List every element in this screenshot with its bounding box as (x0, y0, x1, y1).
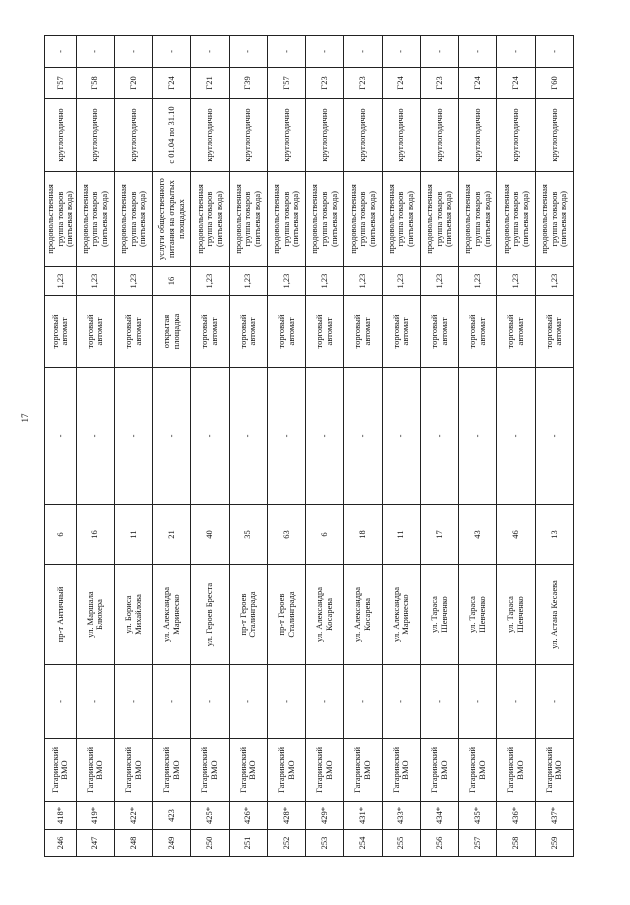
period: круглогодично (497, 99, 535, 172)
district: Гагаринский ВМО (344, 739, 382, 802)
specialization: услуги общественного питания на открытых площадках (153, 172, 191, 267)
area: 1,23 (344, 267, 382, 296)
area: 1,23 (76, 267, 114, 296)
cell-empty: - (306, 665, 344, 739)
district: Гагаринский ВМО (459, 739, 497, 802)
table-body (45, 36, 574, 857)
table-row (535, 36, 573, 857)
place-id: 431* (344, 802, 382, 830)
cell-empty: - (229, 368, 267, 505)
cell-empty: - (535, 36, 573, 68)
specialization: продовольственная группа товаров (питьевая вода) (191, 172, 229, 267)
house-number: 16 (76, 505, 114, 565)
registry-table-container (44, 36, 574, 857)
district: Гагаринский ВМО (153, 739, 191, 802)
cell-empty: - (306, 36, 344, 68)
row-number: 255 (382, 830, 420, 857)
house-number: 11 (382, 505, 420, 565)
cell-empty: - (344, 36, 382, 68)
cell-empty: - (420, 36, 458, 68)
street: ул. Тараса Шевченко (497, 565, 535, 665)
row-number: 246 (45, 830, 77, 857)
scheme-code: Г24 (459, 68, 497, 99)
area: 1,23 (535, 267, 573, 296)
cell-empty: - (382, 368, 420, 505)
period: круглогодично (382, 99, 420, 172)
cell-empty: - (76, 665, 114, 739)
specialization: продовольственная группа товаров (питьевая вода) (382, 172, 420, 267)
cell-empty: - (153, 665, 191, 739)
scheme-code: Г58 (76, 68, 114, 99)
place-id: 436* (497, 802, 535, 830)
period: круглогодично (191, 99, 229, 172)
house-number: 13 (535, 505, 573, 565)
table-row (191, 36, 229, 857)
street: ул. Маршала Блюхера (76, 565, 114, 665)
place-id: 434* (420, 802, 458, 830)
period: круглогодично (459, 99, 497, 172)
cell-empty: - (535, 665, 573, 739)
period: круглогодично (306, 99, 344, 172)
scheme-code: Г23 (306, 68, 344, 99)
street: ул. Героев Бреста (191, 565, 229, 665)
table-row (306, 36, 344, 857)
specialization: продовольственная группа товаров (питьевая вода) (76, 172, 114, 267)
house-number: 40 (191, 505, 229, 565)
district: Гагаринский ВМО (114, 739, 152, 802)
scheme-code: Г57 (45, 68, 77, 99)
place-id: 429* (306, 802, 344, 830)
scheme-code: Г23 (344, 68, 382, 99)
table-row (420, 36, 458, 857)
place-id: 422* (114, 802, 152, 830)
house-number: 6 (306, 505, 344, 565)
district: Гагаринский ВМО (76, 739, 114, 802)
specialization: продовольственная группа товаров (питьевая вода) (114, 172, 152, 267)
street: ул. Александра Маринеско (382, 565, 420, 665)
area: 16 (153, 267, 191, 296)
house-number: 63 (267, 505, 305, 565)
place-id: 419* (76, 802, 114, 830)
table-row (114, 36, 152, 857)
object-type: торговый автомат (191, 296, 229, 368)
specialization: продовольственная группа товаров (питьевая вода) (497, 172, 535, 267)
cell-empty: - (344, 368, 382, 505)
area: 1,23 (459, 267, 497, 296)
area: 1,23 (229, 267, 267, 296)
area: 1,23 (114, 267, 152, 296)
cell-empty: - (153, 368, 191, 505)
place-id: 426* (229, 802, 267, 830)
street: пр-т Героев Сталинграда (229, 565, 267, 665)
street: ул. Тараса Шевченко (420, 565, 458, 665)
specialization: продовольственная группа товаров (питьевая вода) (459, 172, 497, 267)
district: Гагаринский ВМО (535, 739, 573, 802)
row-number: 247 (76, 830, 114, 857)
cell-empty: - (382, 36, 420, 68)
cell-empty: - (153, 36, 191, 68)
cell-empty: - (114, 665, 152, 739)
specialization: продовольственная группа товаров (питьевая вода) (535, 172, 573, 267)
object-type: торговый автомат (535, 296, 573, 368)
period: круглогодично (267, 99, 305, 172)
district: Гагаринский ВМО (191, 739, 229, 802)
scheme-code: Г60 (535, 68, 573, 99)
place-id: 418* (45, 802, 77, 830)
street: ул. Александра Косарева (344, 565, 382, 665)
period: с 01.04 по 31.10 (153, 99, 191, 172)
street: пр-т Античный (45, 565, 77, 665)
object-type: торговый автомат (306, 296, 344, 368)
table-row (344, 36, 382, 857)
object-type: торговый автомат (459, 296, 497, 368)
table-row (497, 36, 535, 857)
place-id: 437* (535, 802, 573, 830)
cell-empty: - (191, 36, 229, 68)
specialization: продовольственная группа товаров (питьевая вода) (229, 172, 267, 267)
house-number: 46 (497, 505, 535, 565)
specialization: продовольственная группа товаров (питьевая вода) (420, 172, 458, 267)
scheme-code: Г39 (229, 68, 267, 99)
cell-empty: - (267, 36, 305, 68)
street: пр-т Героев Сталинграда (267, 565, 305, 665)
cell-empty: - (497, 36, 535, 68)
scheme-code: Г24 (497, 68, 535, 99)
cell-empty: - (114, 36, 152, 68)
table-row (382, 36, 420, 857)
cell-empty: - (420, 368, 458, 505)
row-number: 248 (114, 830, 152, 857)
object-type: торговый автомат (344, 296, 382, 368)
scheme-code: Г23 (420, 68, 458, 99)
cell-empty: - (497, 665, 535, 739)
street: ул. Бориса Михайлова (114, 565, 152, 665)
place-id: 428* (267, 802, 305, 830)
house-number: 18 (344, 505, 382, 565)
row-number: 253 (306, 830, 344, 857)
house-number: 6 (45, 505, 77, 565)
table-row (459, 36, 497, 857)
district: Гагаринский ВМО (497, 739, 535, 802)
cell-empty: - (459, 665, 497, 739)
object-type: торговый автомат (267, 296, 305, 368)
house-number: 43 (459, 505, 497, 565)
area: 1,23 (191, 267, 229, 296)
district: Гагаринский ВМО (382, 739, 420, 802)
cell-empty: - (420, 665, 458, 739)
house-number: 35 (229, 505, 267, 565)
table-row (267, 36, 305, 857)
cell-empty: - (382, 665, 420, 739)
specialization: продовольственная группа товаров (питьевая вода) (344, 172, 382, 267)
cell-empty: - (45, 665, 77, 739)
row-number: 258 (497, 830, 535, 857)
area: 1,23 (267, 267, 305, 296)
row-number: 257 (459, 830, 497, 857)
street: ул. Тараса Шевченко (459, 565, 497, 665)
period: круглогодично (76, 99, 114, 172)
row-number: 249 (153, 830, 191, 857)
cell-empty: - (45, 368, 77, 505)
street: ул. Александра Маринеско (153, 565, 191, 665)
area: 1,23 (497, 267, 535, 296)
scheme-code: Г57 (267, 68, 305, 99)
period: круглогодично (114, 99, 152, 172)
scheme-code: Г20 (114, 68, 152, 99)
period: круглогодично (420, 99, 458, 172)
cell-empty: - (114, 368, 152, 505)
area: 1,23 (45, 267, 77, 296)
place-id: 435* (459, 802, 497, 830)
place-id: 433* (382, 802, 420, 830)
cell-empty: - (267, 368, 305, 505)
specialization: продовольственная группа товаров (питьевая вода) (267, 172, 305, 267)
row-number: 252 (267, 830, 305, 857)
row-number: 254 (344, 830, 382, 857)
specialization: продовольственная группа товаров (питьевая вода) (306, 172, 344, 267)
registry-table (44, 35, 574, 857)
area: 1,23 (420, 267, 458, 296)
period: круглогодично (229, 99, 267, 172)
object-type: открытая площадка (153, 296, 191, 368)
row-number: 256 (420, 830, 458, 857)
house-number: 11 (114, 505, 152, 565)
cell-empty: - (229, 36, 267, 68)
house-number: 21 (153, 505, 191, 565)
object-type: торговый автомат (420, 296, 458, 368)
row-number: 259 (535, 830, 573, 857)
district: Гагаринский ВМО (306, 739, 344, 802)
street: ул. Астана Кесаева (535, 565, 573, 665)
scheme-code: Г21 (191, 68, 229, 99)
cell-empty: - (45, 36, 77, 68)
object-type: торговый автомат (497, 296, 535, 368)
page-number: 17 (20, 413, 30, 423)
table-row (45, 36, 77, 857)
district: Гагаринский ВМО (267, 739, 305, 802)
object-type: торговый автомат (114, 296, 152, 368)
cell-empty: - (459, 368, 497, 505)
table-row (76, 36, 114, 857)
object-type: торговый автомат (382, 296, 420, 368)
cell-empty: - (76, 36, 114, 68)
district: Гагаринский ВМО (420, 739, 458, 802)
object-type: торговый автомат (76, 296, 114, 368)
street: ул. Александра Косарева (306, 565, 344, 665)
area: 1,23 (306, 267, 344, 296)
period: круглогодично (45, 99, 77, 172)
table-row (153, 36, 191, 857)
cell-empty: - (191, 665, 229, 739)
object-type: торговый автомат (45, 296, 77, 368)
cell-empty: - (191, 368, 229, 505)
table-row (229, 36, 267, 857)
cell-empty: - (267, 665, 305, 739)
place-id: 425* (191, 802, 229, 830)
cell-empty: - (497, 368, 535, 505)
scheme-code: Г24 (382, 68, 420, 99)
cell-empty: - (535, 368, 573, 505)
period: круглогодично (535, 99, 573, 172)
cell-empty: - (76, 368, 114, 505)
house-number: 17 (420, 505, 458, 565)
district: Гагаринский ВМО (45, 739, 77, 802)
district: Гагаринский ВМО (229, 739, 267, 802)
row-number: 250 (191, 830, 229, 857)
period: круглогодично (344, 99, 382, 172)
object-type: торговый автомат (229, 296, 267, 368)
cell-empty: - (306, 368, 344, 505)
scheme-code: Г24 (153, 68, 191, 99)
area: 1,23 (382, 267, 420, 296)
specialization: продовольственная группа товаров (питьевая вода) (45, 172, 77, 267)
row-number: 251 (229, 830, 267, 857)
cell-empty: - (459, 36, 497, 68)
cell-empty: - (344, 665, 382, 739)
cell-empty: - (229, 665, 267, 739)
place-id: 423 (153, 802, 191, 830)
